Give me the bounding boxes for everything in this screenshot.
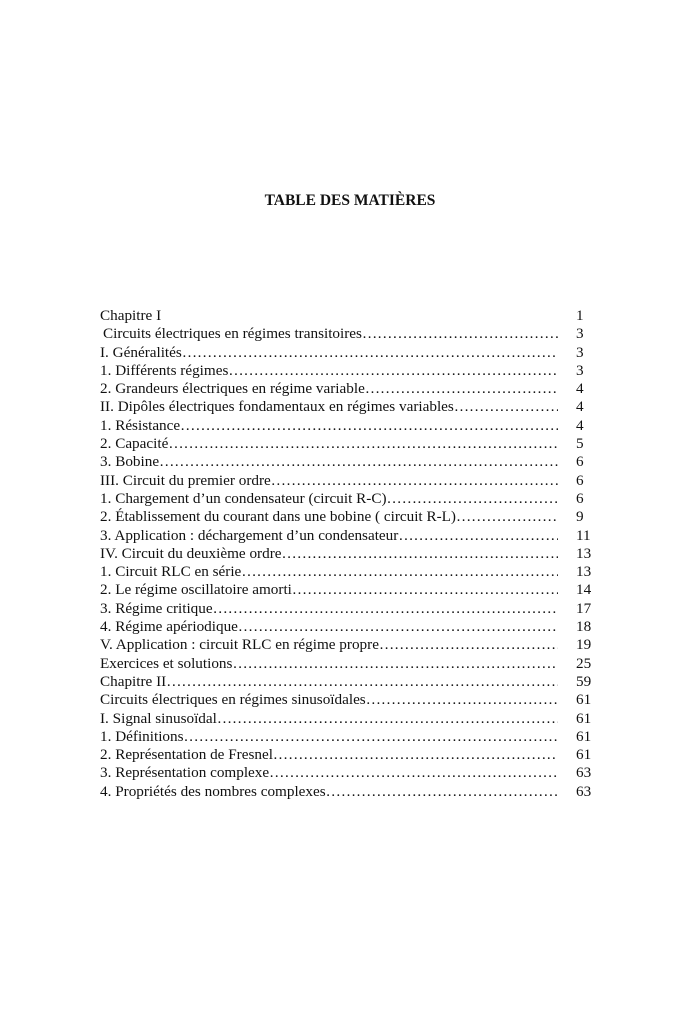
toc-entry-label: Exercices et solutions bbox=[100, 654, 233, 672]
toc-entry[interactable] bbox=[100, 380, 600, 398]
toc-entry[interactable] bbox=[100, 508, 600, 526]
toc-entry-label: 2. Grandeurs électriques en régime variable bbox=[100, 380, 365, 398]
dot-leader bbox=[159, 453, 558, 471]
dot-leader bbox=[168, 435, 558, 453]
toc-entry-page: 25 bbox=[576, 654, 592, 672]
dot-leader bbox=[282, 545, 559, 563]
toc-entry-page: 3 bbox=[576, 361, 584, 379]
dot-leader bbox=[454, 398, 558, 416]
toc-entry-label: 3. Régime critique bbox=[100, 599, 213, 617]
toc-entry-label: 4. Propriétés des nombres complexes bbox=[100, 782, 326, 800]
toc-entry[interactable] bbox=[100, 600, 600, 618]
dot-leader bbox=[217, 710, 558, 728]
toc-entry[interactable] bbox=[100, 453, 600, 471]
toc-entry-page: 13 bbox=[576, 544, 592, 562]
dot-leader bbox=[379, 636, 558, 654]
dot-leader bbox=[271, 472, 558, 490]
toc-entry-label: II. Dipôles électriques fondamentaux en régimes variables bbox=[100, 398, 454, 416]
toc-entry-label: 1. Chargement d’un condensateur (circuit R-C) bbox=[100, 489, 387, 507]
toc-entry[interactable] bbox=[100, 472, 600, 490]
toc-entry-page: 63 bbox=[576, 764, 592, 782]
toc-entry-page: 6 bbox=[576, 471, 584, 489]
toc-entry-label: 3. Bobine bbox=[100, 453, 160, 471]
toc-entry-page: 4 bbox=[576, 380, 584, 398]
toc-entry-page: 13 bbox=[576, 563, 592, 581]
toc-entry[interactable] bbox=[100, 325, 600, 343]
dot-leader bbox=[232, 655, 558, 673]
dot-leader bbox=[269, 764, 558, 782]
toc-entry[interactable] bbox=[100, 490, 600, 508]
toc-entry-page: 18 bbox=[576, 618, 592, 636]
toc-entry-page: 3 bbox=[576, 343, 584, 361]
toc-entry[interactable] bbox=[100, 618, 600, 636]
toc-entry-label: V. Application : circuit RLC en régime propre bbox=[100, 636, 379, 654]
toc-entry-page: 1 bbox=[576, 307, 584, 324]
toc-entry-label: 3. Application : déchargement d’un condensateur bbox=[100, 526, 399, 544]
toc-entry-label: 1. Résistance bbox=[100, 416, 181, 434]
toc-entry[interactable] bbox=[100, 746, 600, 764]
toc-entry-label: 2. Représentation de Fresnel bbox=[100, 746, 273, 764]
toc-entry[interactable] bbox=[100, 636, 600, 654]
toc-entry[interactable] bbox=[100, 398, 600, 416]
toc-entry-label: 2. Capacité bbox=[100, 435, 169, 453]
toc-entry-label: 1. Définitions bbox=[100, 727, 184, 745]
dot-leader bbox=[273, 746, 558, 764]
dot-leader bbox=[365, 380, 558, 398]
toc-entry[interactable] bbox=[100, 545, 600, 563]
toc-entry-label: Circuits électriques en régimes sinusoïdales bbox=[100, 691, 366, 709]
toc-entry[interactable] bbox=[100, 783, 600, 801]
dot-leader bbox=[362, 325, 558, 343]
toc-entry-page: 5 bbox=[576, 435, 584, 453]
toc-entry-label: I. Signal sinusoïdal bbox=[100, 709, 217, 727]
toc-entry-label: 2. Le régime oscillatoire amorti bbox=[100, 581, 292, 599]
dot-leader bbox=[456, 508, 558, 526]
toc-entry-page: 14 bbox=[576, 581, 592, 599]
toc-entry-label: III. Circuit du premier ordre bbox=[100, 471, 271, 489]
toc-entry[interactable] bbox=[100, 728, 600, 746]
toc-entry-label: I. Généralités bbox=[100, 343, 182, 361]
toc-entry-page: 4 bbox=[576, 398, 584, 416]
toc-entry-label: IV. Circuit du deuxième ordre bbox=[100, 544, 282, 562]
dot-leader bbox=[387, 490, 558, 508]
toc-entry[interactable] bbox=[100, 673, 600, 691]
dot-leader bbox=[182, 344, 558, 362]
toc-entry-page: 6 bbox=[576, 489, 584, 507]
toc-entry-label: 3. Représentation complexe bbox=[100, 764, 270, 782]
toc-entry[interactable] bbox=[100, 655, 600, 673]
toc-entry[interactable] bbox=[100, 435, 600, 453]
toc-entry-label: Chapitre I bbox=[100, 307, 162, 324]
toc-entry-page: 59 bbox=[576, 672, 592, 690]
dot-leader bbox=[326, 783, 558, 801]
toc-entry[interactable] bbox=[100, 563, 600, 581]
dot-leader bbox=[180, 417, 558, 435]
toc-entry[interactable] bbox=[100, 764, 600, 782]
toc-entry[interactable] bbox=[100, 344, 600, 362]
dot-leader bbox=[241, 563, 558, 581]
toc-entry-page: 11 bbox=[576, 526, 591, 544]
toc-entry-page: 19 bbox=[576, 636, 592, 654]
dot-leader bbox=[161, 307, 558, 325]
toc-entry-label: 2. Établissement du courant dans une bobine ( circuit R-L) bbox=[100, 508, 456, 526]
toc-entry-page: 9 bbox=[576, 508, 584, 526]
toc-entry-page: 61 bbox=[576, 691, 592, 709]
toc-entry[interactable] bbox=[100, 527, 600, 545]
toc-entry-label: Circuits électriques en régimes transitoires bbox=[103, 325, 362, 343]
toc-entry[interactable] bbox=[100, 307, 600, 325]
toc-entry-page: 4 bbox=[576, 416, 584, 434]
toc-entry-page: 61 bbox=[576, 727, 592, 745]
toc-entry-page: 6 bbox=[576, 453, 584, 471]
toc-entry-page: 61 bbox=[576, 709, 592, 727]
toc-entry-label: 4. Régime apériodique bbox=[100, 618, 238, 636]
toc-entry-label: Chapitre II bbox=[100, 672, 167, 690]
toc-entry-label: 1. Différents régimes bbox=[100, 361, 229, 379]
dot-leader bbox=[213, 600, 558, 618]
toc-entry[interactable] bbox=[100, 417, 600, 435]
toc-entry-page: 3 bbox=[576, 325, 584, 343]
dot-leader bbox=[366, 691, 558, 709]
dot-leader bbox=[228, 362, 558, 380]
toc-entry-label: 1. Circuit RLC en série bbox=[100, 563, 242, 581]
dot-leader bbox=[238, 618, 558, 636]
toc-entry-page: 61 bbox=[576, 746, 592, 764]
toc-entry[interactable] bbox=[100, 691, 600, 709]
dot-leader bbox=[398, 527, 558, 545]
toc-entry[interactable] bbox=[100, 362, 600, 380]
toc-entry-page: 63 bbox=[576, 782, 592, 800]
page-title: TABLE DES MATIÈRES bbox=[264, 192, 436, 209]
dot-leader bbox=[292, 581, 558, 599]
toc-entry[interactable] bbox=[100, 710, 600, 728]
dot-leader bbox=[166, 673, 558, 691]
toc-entry[interactable] bbox=[100, 581, 600, 599]
dot-leader bbox=[184, 728, 558, 746]
table-of-contents bbox=[100, 307, 600, 801]
toc-entry-page: 17 bbox=[576, 599, 592, 617]
